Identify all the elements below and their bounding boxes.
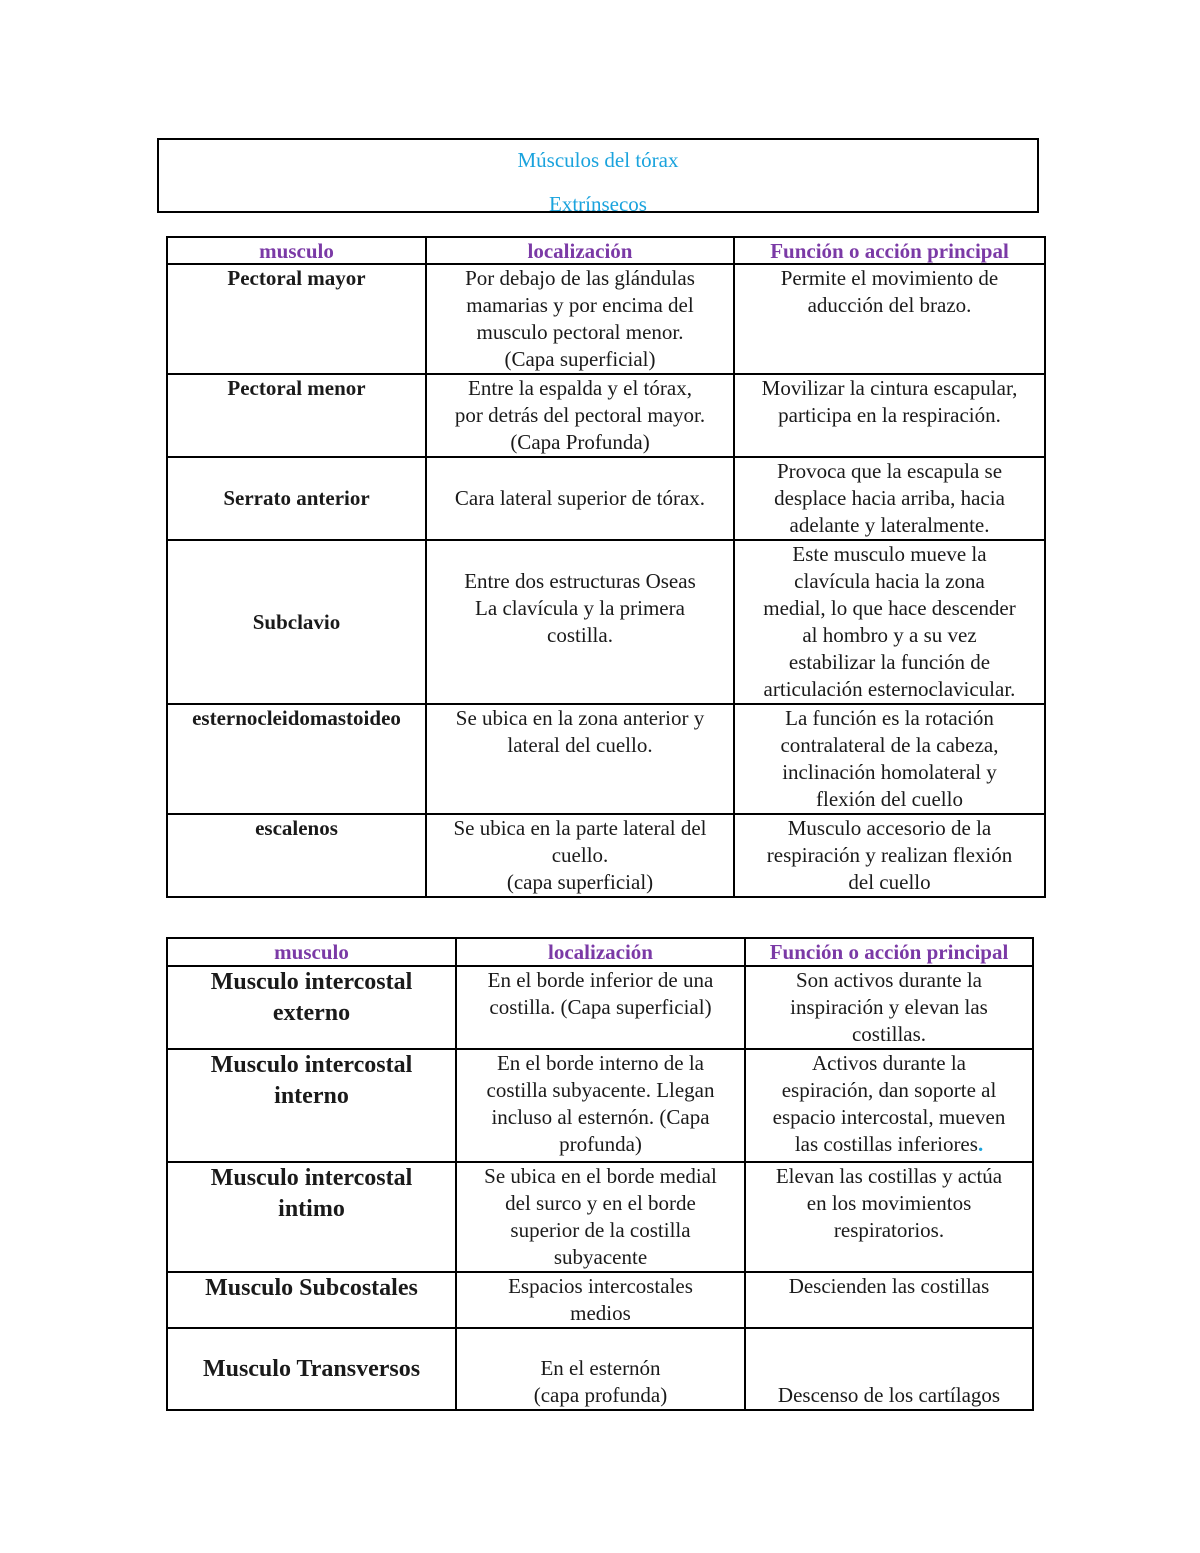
table-row	[167, 374, 1045, 457]
table-row	[167, 704, 1045, 814]
function-cell	[745, 1272, 1033, 1328]
text-line: clavícula hacia la zona	[794, 569, 985, 593]
text-line: Se ubica en la parte lateral del	[453, 816, 707, 840]
text-line: participa en la respiración.	[778, 403, 1001, 427]
text-line: inspiración y elevan las	[790, 995, 988, 1019]
text-line: del cuello	[848, 870, 931, 894]
text-line: En el borde interno de la	[496, 1051, 704, 1075]
text-line: Descienden las costillas	[788, 1274, 990, 1298]
location-cell	[456, 966, 745, 1049]
table-header-row	[167, 237, 1045, 264]
table-row	[167, 457, 1045, 540]
function-cell	[745, 966, 1033, 1049]
text-line: Por debajo de las glándulas	[465, 266, 695, 290]
column-header: localización	[456, 938, 745, 966]
text-line: flexión del cuello	[816, 787, 963, 811]
text-line: La función es la rotación	[785, 706, 994, 730]
column-header: musculo	[167, 938, 456, 966]
muscle-name	[167, 1162, 456, 1272]
text-line: incluso al esternón. (Capa	[491, 1105, 710, 1129]
text-line: costillas.	[851, 1022, 927, 1046]
text-line: respiratorios.	[833, 1218, 945, 1242]
text-line: cuello.	[551, 843, 609, 867]
function-cell	[734, 540, 1045, 704]
text-line: Se ubica en la zona anterior y	[455, 706, 705, 730]
text-line: inclinación homolateral y	[782, 760, 997, 784]
location-cell	[456, 1049, 745, 1162]
muscle-name: esternocleidomastoideo	[167, 704, 426, 814]
text-line: lateral del cuello.	[507, 733, 653, 757]
text-line: superior de la costilla	[510, 1218, 691, 1242]
text-line: costilla. (Capa superficial)	[489, 995, 712, 1019]
muscle-name: Pectoral mayor	[167, 264, 426, 374]
title-box	[157, 138, 1039, 216]
function-cell	[734, 264, 1045, 374]
text-line: (Capa Profunda)	[510, 430, 650, 454]
table-row	[167, 1049, 1033, 1162]
text-line: (Capa superficial)	[504, 347, 656, 371]
text-line: medial, lo que hace descender	[763, 596, 1016, 620]
muscle-name: Subclavio	[167, 540, 426, 704]
text-line	[750, 1131, 1028, 1158]
table-header-row	[167, 938, 1033, 966]
text-line: espiración, dan soporte al	[781, 1078, 997, 1102]
text-line: del surco y en el borde	[505, 1191, 696, 1215]
text-line: Este musculo mueve la	[792, 542, 987, 566]
column-header: Función o acción principal	[745, 938, 1033, 966]
text-line: articulación esternoclavicular.	[763, 677, 1016, 701]
text-line: en los movimientos	[806, 1191, 972, 1215]
text-line: Cara lateral superior de tórax.	[454, 486, 706, 510]
text-line: En el esternón	[540, 1356, 661, 1380]
text-line: La clavícula y la primera	[475, 596, 685, 620]
text-line: medios	[570, 1301, 631, 1325]
location-cell	[426, 457, 734, 540]
function-cell	[745, 1162, 1033, 1272]
text-line: En el borde inferior de una	[487, 968, 714, 992]
function-cell	[745, 1328, 1033, 1410]
text-line: Musculo accesorio de la	[787, 816, 992, 840]
text-line: Movilizar la cintura escapular,	[761, 376, 1018, 400]
text-line: aducción del brazo.	[807, 293, 972, 317]
location-cell	[456, 1328, 745, 1410]
text-line: (capa superficial)	[506, 870, 654, 894]
text-line: Se ubica en el borde medial	[484, 1164, 717, 1188]
text-line: contralateral de la cabeza,	[780, 733, 999, 757]
text-line: por detrás del pectoral mayor.	[454, 403, 706, 427]
muscle-name	[167, 1049, 456, 1162]
location-cell	[456, 1162, 745, 1272]
page-subtitle: Extrínsecos	[549, 192, 647, 216]
location-cell	[426, 374, 734, 457]
text-line: Descenso de los cartílagos	[777, 1383, 1001, 1407]
text-line: externo	[272, 1000, 351, 1026]
text-line: desplace hacia arriba, hacia	[774, 486, 1005, 510]
column-header: musculo	[167, 237, 426, 264]
text-line: al hombro y a su vez	[802, 623, 977, 647]
intercostal-muscles-table	[166, 937, 1034, 1411]
function-cell	[734, 814, 1045, 897]
text-line: respiración y realizan flexión	[766, 843, 1013, 867]
text-line: Elevan las costillas y actúa	[775, 1164, 1003, 1188]
location-cell	[456, 1272, 745, 1328]
muscle-name	[167, 1272, 456, 1328]
table-row	[167, 814, 1045, 897]
text-line: costilla subyacente. Llegan	[486, 1078, 715, 1102]
muscle-name: escalenos	[167, 814, 426, 897]
text-line: costilla.	[547, 623, 613, 647]
text-line: subyacente	[553, 1245, 648, 1269]
text-line: profunda)	[559, 1132, 642, 1156]
text-line: estabilizar la función de	[788, 650, 991, 674]
page-title: Músculos del tórax	[517, 148, 679, 172]
table-row	[167, 264, 1045, 374]
function-cell	[734, 457, 1045, 540]
text-line: Musculo intercostal	[210, 1052, 413, 1078]
muscle-name: Serrato anterior	[167, 457, 426, 540]
function-cell	[745, 1049, 1033, 1162]
table-row	[167, 966, 1033, 1049]
text-line: Son activos durante la	[795, 968, 983, 992]
text-line: Musculo Transversos	[202, 1355, 421, 1382]
text-line: musculo pectoral menor.	[476, 320, 684, 344]
period-mark: .	[977, 1132, 984, 1156]
text-line: Permite el movimiento de	[780, 266, 999, 290]
location-cell	[426, 264, 734, 374]
text-line: interno	[274, 1083, 349, 1109]
location-cell	[426, 704, 734, 814]
column-header: Función o acción principal	[734, 237, 1045, 264]
text-line: Entre la espalda y el tórax,	[468, 376, 692, 400]
text-line: Espacios intercostales	[508, 1274, 693, 1298]
column-header: localización	[426, 237, 734, 264]
text-line: intimo	[278, 1196, 345, 1222]
muscle-name: Pectoral menor	[167, 374, 426, 457]
text-line: (capa profunda)	[533, 1383, 668, 1407]
table-row	[167, 1162, 1033, 1272]
text-fragment: las costillas inferiores	[794, 1132, 978, 1156]
muscle-name	[167, 966, 456, 1049]
text-line: Provoca que la escapula se	[776, 459, 1003, 483]
extrinsic-muscles-table	[166, 236, 1046, 898]
text-line: Musculo intercostal	[210, 969, 413, 995]
table-row	[167, 1272, 1033, 1328]
table-row	[167, 540, 1045, 704]
text-line: Activos durante la	[812, 1051, 966, 1075]
function-cell	[734, 374, 1045, 457]
text-line: Entre dos estructuras Oseas	[464, 569, 696, 593]
location-cell	[426, 814, 734, 897]
text-line: Musculo intercostal	[210, 1165, 413, 1191]
text-line: Musculo Subcostales	[205, 1275, 418, 1301]
text-line: mamarias y por encima del	[466, 293, 694, 317]
location-cell	[426, 540, 734, 704]
text-line: espacio intercostal, mueven	[772, 1105, 1006, 1129]
table-row	[167, 1328, 1033, 1410]
function-cell	[734, 704, 1045, 814]
muscle-name	[167, 1328, 456, 1410]
text-line: adelante y lateralmente.	[789, 513, 990, 537]
